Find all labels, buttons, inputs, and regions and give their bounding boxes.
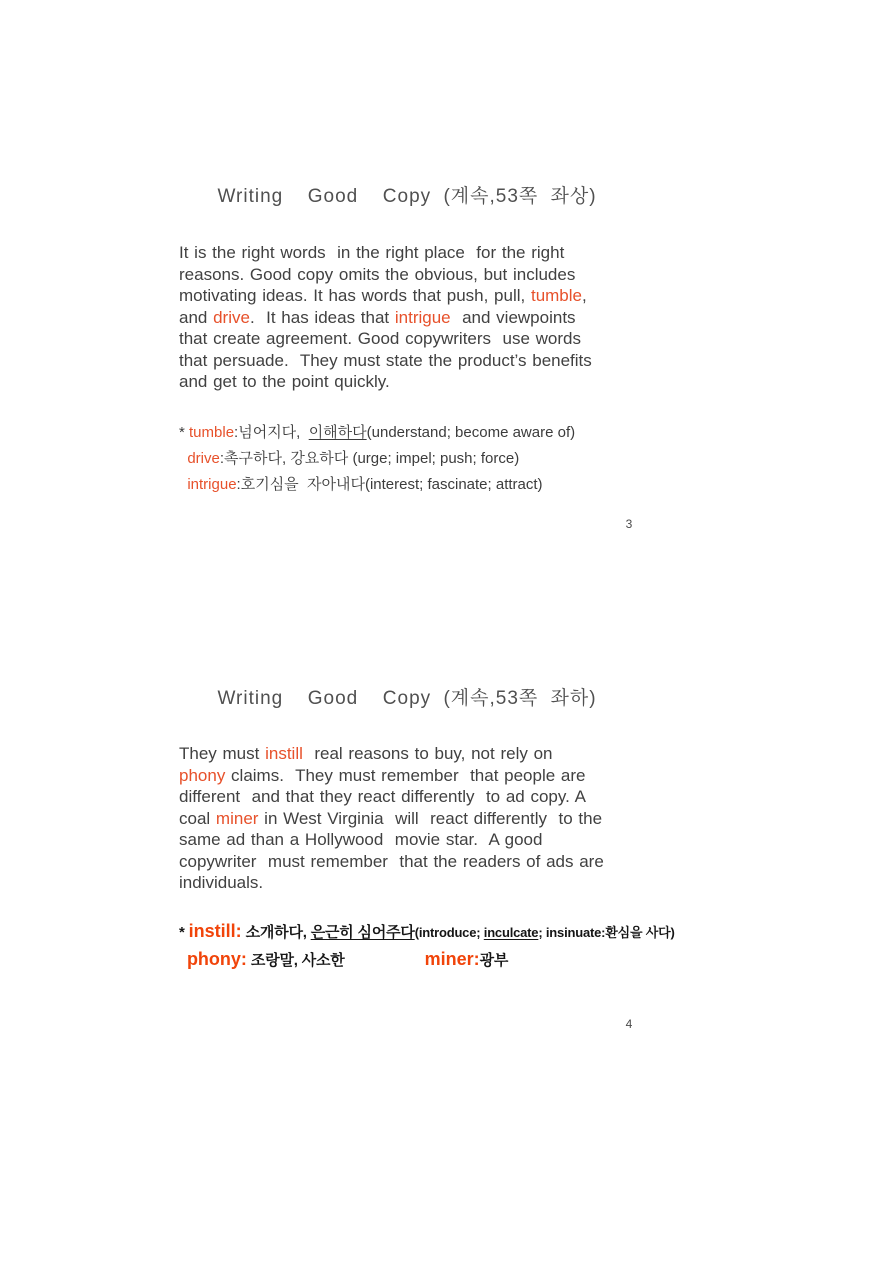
slide1-title: Writing Good Copy (계속,53쪽 좌상) [217, 186, 597, 207]
text-line [179, 808, 659, 830]
text-run: 광부 [479, 952, 509, 969]
text-line [179, 765, 659, 787]
text-run: , [582, 286, 587, 305]
text-run: 조랑말, 사소한 [246, 952, 345, 969]
slide2-page-number: 4 [625, 1017, 633, 1031]
text-run: that create agreement. Good copywriters use words [179, 329, 581, 348]
text-run: . It has ideas that [249, 307, 395, 327]
text-run: 이해하다 [308, 424, 367, 441]
text-run: motivating ideas. It has words that push, pull, [179, 286, 531, 305]
text-run: and get to the point quickly. [179, 372, 390, 391]
text-run: reasons. Good copy omits the obvious, but includes [179, 264, 576, 284]
text-line [179, 350, 659, 372]
text-line [179, 946, 659, 974]
text-run: 은근히 심어주다 [310, 924, 415, 941]
slide1-paragraph [179, 242, 659, 393]
text-run: 소개하다, [241, 924, 311, 941]
text-run: * [179, 924, 189, 941]
text-line [179, 829, 659, 851]
highlighted-word: intrigue [394, 307, 451, 327]
slide2-title: Writing Good Copy (계속,53쪽 좌하) [217, 688, 597, 709]
slide1-page-number: 3 [625, 517, 633, 531]
text-run: and [179, 307, 214, 327]
text-run: and viewpoints [450, 307, 576, 327]
text-run: copywriter must remember that the readers of ads are [179, 851, 604, 871]
text-line [179, 420, 659, 446]
text-run: :촉구하다, 강요하다 (urge; impel; push; force) [219, 450, 520, 467]
highlighted-word: phony: [186, 949, 247, 969]
slide2-paragraph [179, 743, 659, 894]
text-line [179, 872, 659, 894]
text-run [179, 952, 187, 969]
text-run: * [179, 424, 190, 441]
text-run: coal [179, 808, 216, 828]
text-line [179, 307, 659, 329]
text-line [179, 851, 659, 873]
highlighted-word: tumble [189, 424, 235, 441]
slide2-vocabulary-list [179, 918, 675, 974]
text-line [179, 285, 659, 307]
text-line [179, 371, 659, 393]
highlighted-word: drive [213, 307, 250, 327]
text-run: inculcate [483, 925, 539, 940]
text-run: ; insinuate:환심을 사다) [538, 925, 675, 940]
text-line [179, 328, 659, 350]
text-line [179, 242, 659, 264]
text-run: claims. They must remember that people are [225, 765, 586, 785]
text-run: (introduce; [414, 925, 484, 940]
text-run: (understand; become aware of) [366, 424, 576, 441]
highlighted-word: tumble [530, 286, 582, 305]
text-line [179, 786, 659, 808]
slide1-vocabulary-list [179, 420, 659, 498]
highlighted-word: instill: [188, 921, 242, 941]
text-run: real reasons to buy, not rely on [302, 744, 553, 763]
highlighted-word: intrigue [187, 476, 237, 493]
highlighted-word: miner: [424, 949, 480, 969]
text-line [179, 264, 659, 286]
text-run: different and that they react differently to ad copy. A [179, 787, 586, 806]
highlighted-word: miner [215, 808, 259, 828]
text-run: :넘어지다, [234, 424, 309, 441]
text-line [179, 743, 659, 765]
text-line [179, 472, 659, 498]
text-run: same ad than a Hollywood movie star. A good [179, 830, 543, 849]
text-run: that persuade. They must state the product’s benefits [179, 350, 592, 370]
text-run: It is the right words in the right place for the right [179, 243, 565, 262]
text-run: in West Virginia will react differently to the [258, 808, 603, 828]
highlighted-word: phony [179, 765, 226, 785]
text-line [179, 918, 675, 946]
highlighted-word: drive [187, 450, 220, 467]
text-run: :호기심을 자아내다(interest; fascinate; attract) [236, 476, 543, 493]
text-run: They must [179, 744, 266, 763]
text-line [179, 446, 659, 472]
text-run: individuals. [179, 873, 264, 892]
highlighted-word: instill [265, 744, 303, 763]
